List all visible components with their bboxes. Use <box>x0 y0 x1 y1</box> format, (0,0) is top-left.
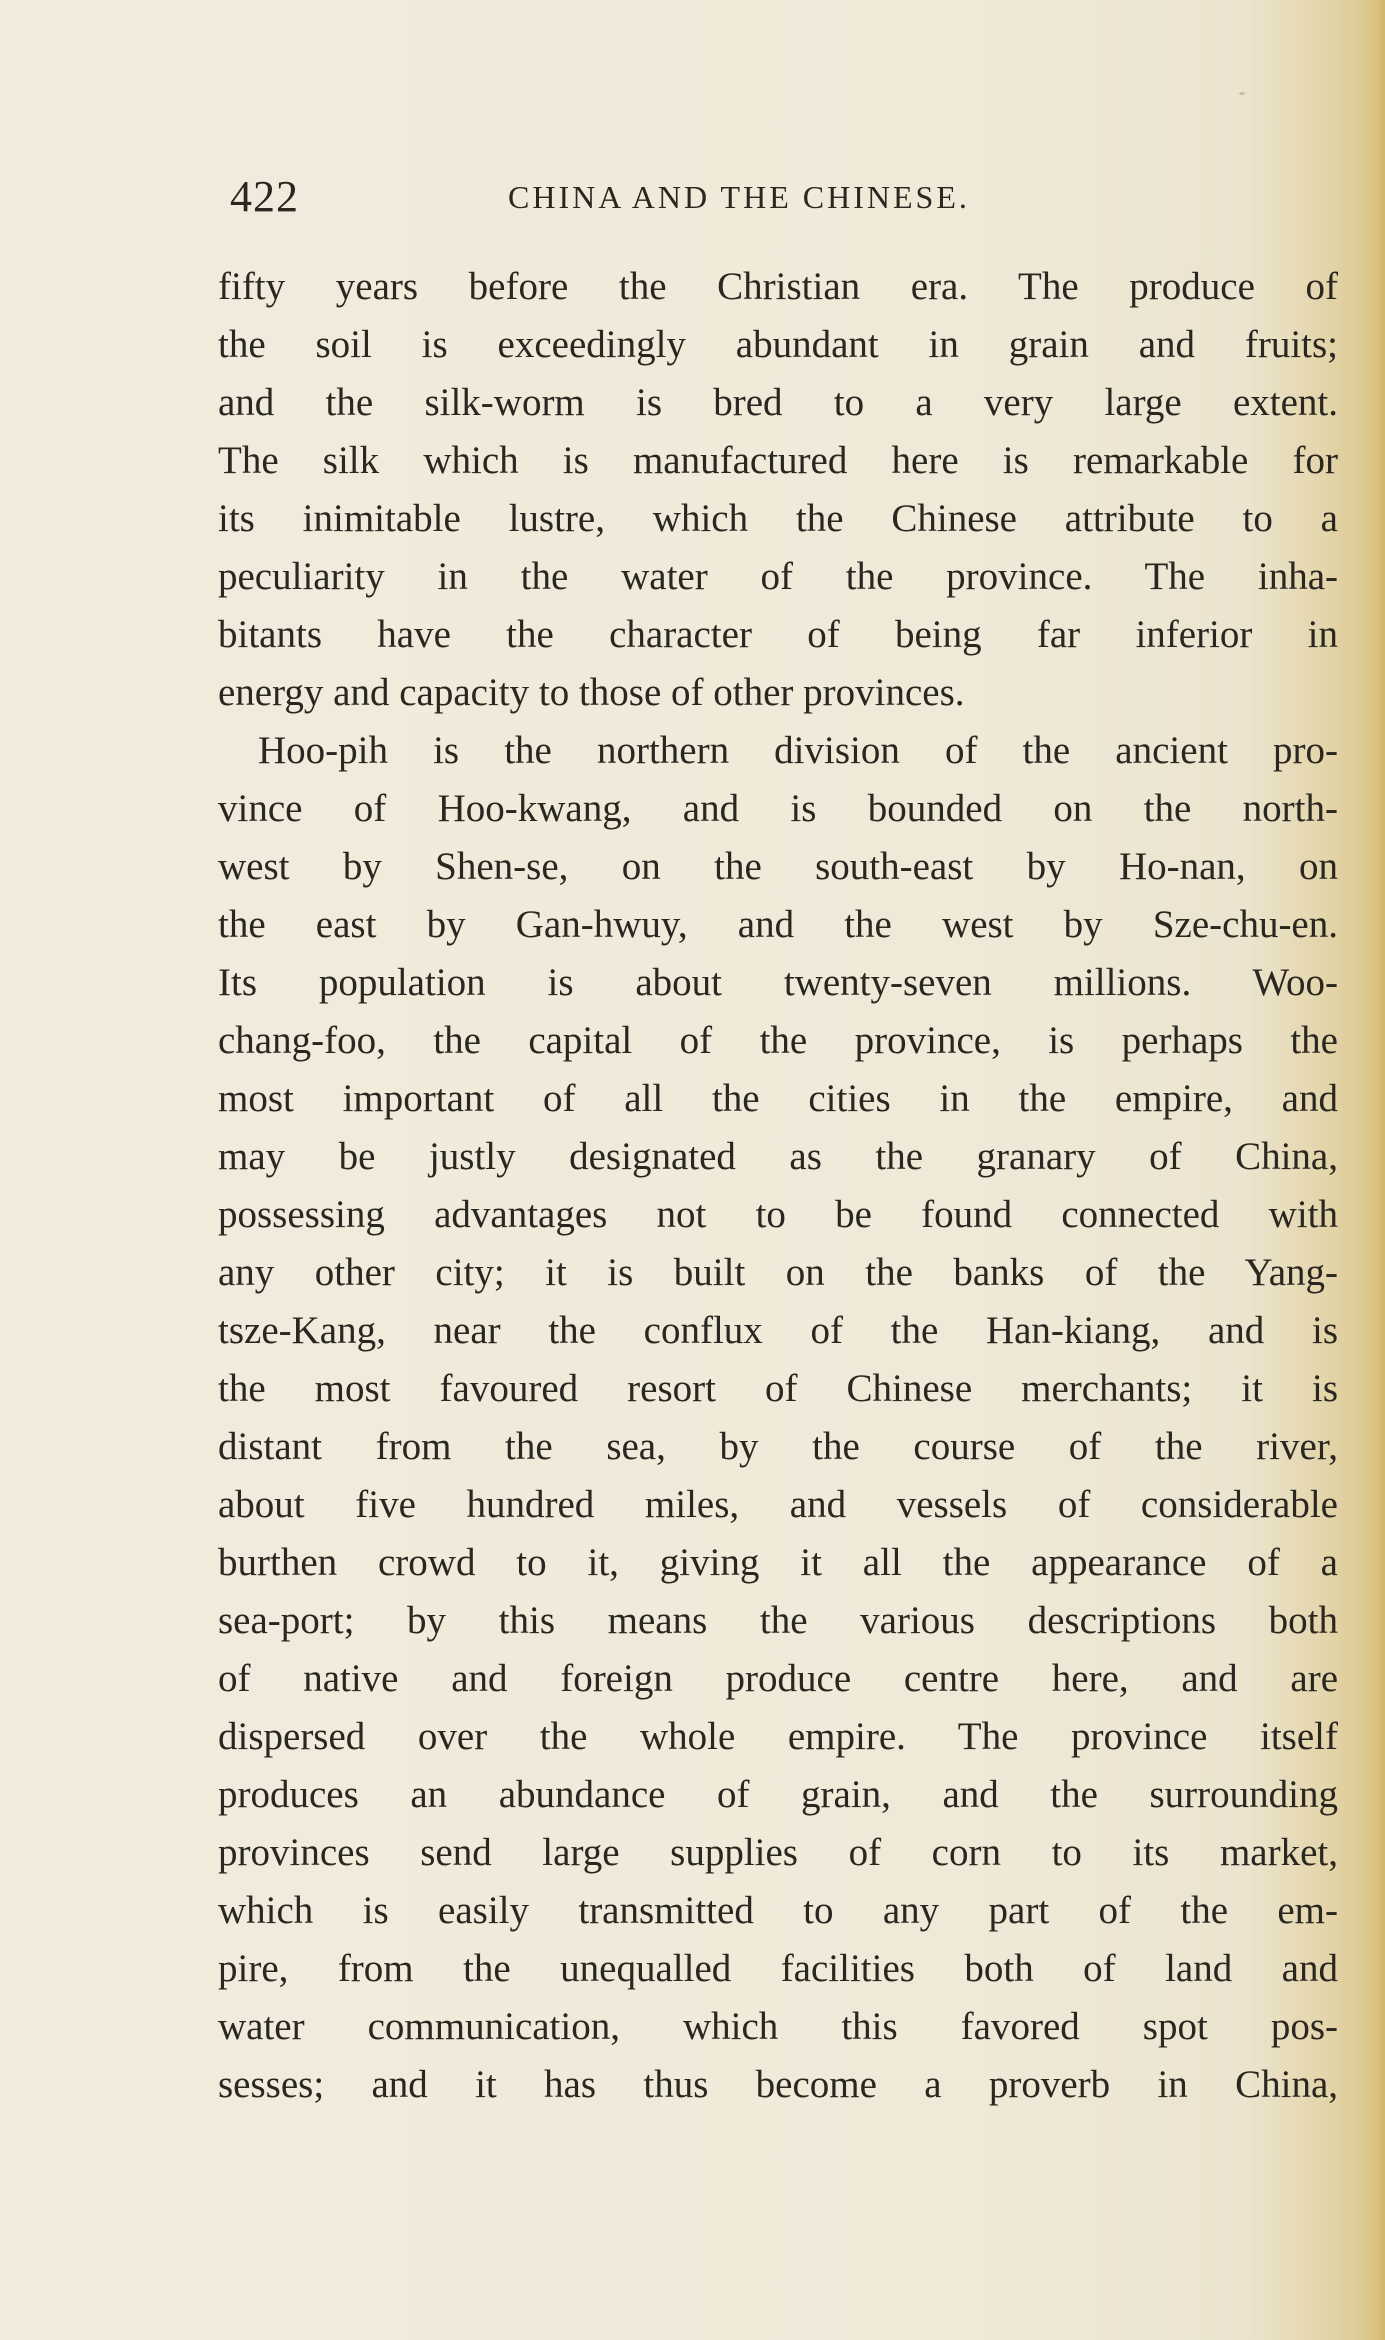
text-line-paragraph-start: Hoo-pih is the northern division of the ancient pro- <box>258 729 1338 772</box>
page-edge-shadow <box>1361 0 1385 2340</box>
paper-speck <box>1239 92 1245 95</box>
text-line: dispersed over the whole empire. The province itself <box>218 1715 1338 1758</box>
text-line: possessing advantages not to be found connected with <box>218 1193 1338 1236</box>
text-line: pire, from the unequalled facilities both of land and <box>218 1947 1338 1990</box>
text-line: the most favoured resort of Chinese merchants; it is <box>218 1367 1338 1410</box>
text-line: energy and capacity to those of other provinces. <box>218 671 965 714</box>
text-line: and the silk-worm is bred to a very large extent. <box>218 381 1338 424</box>
page-header <box>230 172 1310 222</box>
text-line: chang-foo, the capital of the province, is perhaps the <box>218 1019 1338 1062</box>
text-line: most important of all the cities in the empire, and <box>218 1077 1338 1120</box>
body-text <box>218 258 1338 2114</box>
text-line: which is easily transmitted to any part of the em- <box>218 1889 1338 1932</box>
text-line: may be justly designated as the granary of China, <box>218 1135 1338 1178</box>
text-line: peculiarity in the water of the province. The inha- <box>218 555 1338 598</box>
text-line: the east by Gan-hwuy, and the west by Sze-chu-en. <box>218 903 1338 946</box>
text-line: water communication, which this favored spot pos- <box>218 2005 1338 2048</box>
text-line: tsze-Kang, near the conflux of the Han-kiang, and is <box>218 1309 1338 1352</box>
text-line: west by Shen-se, on the south-east by Ho-nan, on <box>218 845 1338 888</box>
text-line: about five hundred miles, and vessels of considerable <box>218 1483 1338 1526</box>
text-line: of native and foreign produce centre here, and are <box>218 1657 1338 1700</box>
text-line: sesses; and it has thus become a proverb in China, <box>218 2063 1338 2106</box>
text-line: produces an abundance of grain, and the surrounding <box>218 1773 1338 1816</box>
text-line: its inimitable lustre, which the Chinese attribute to a <box>218 497 1338 540</box>
text-line: vince of Hoo-kwang, and is bounded on the north- <box>218 787 1338 830</box>
text-line: burthen crowd to it, giving it all the appearance of a <box>218 1541 1338 1584</box>
text-line: bitants have the character of being far inferior in <box>218 613 1338 656</box>
text-line: the soil is exceedingly abundant in grain and fruits; <box>218 323 1338 366</box>
text-line: fifty years before the Christian era. The produce of <box>218 265 1338 308</box>
text-line: sea-port; by this means the various descriptions both <box>218 1599 1338 1642</box>
text-line: The silk which is manufactured here is remarkable for <box>218 439 1338 482</box>
text-line: Its population is about twenty-seven millions. Woo- <box>218 961 1338 1004</box>
page-number: 422 <box>230 172 299 221</box>
text-line: any other city; it is built on the banks of the Yang- <box>218 1251 1338 1294</box>
text-line: distant from the sea, by the course of the river, <box>218 1425 1338 1468</box>
running-head: CHINA AND THE CHINESE. <box>508 179 970 215</box>
text-line: provinces send large supplies of corn to its market, <box>218 1831 1338 1874</box>
